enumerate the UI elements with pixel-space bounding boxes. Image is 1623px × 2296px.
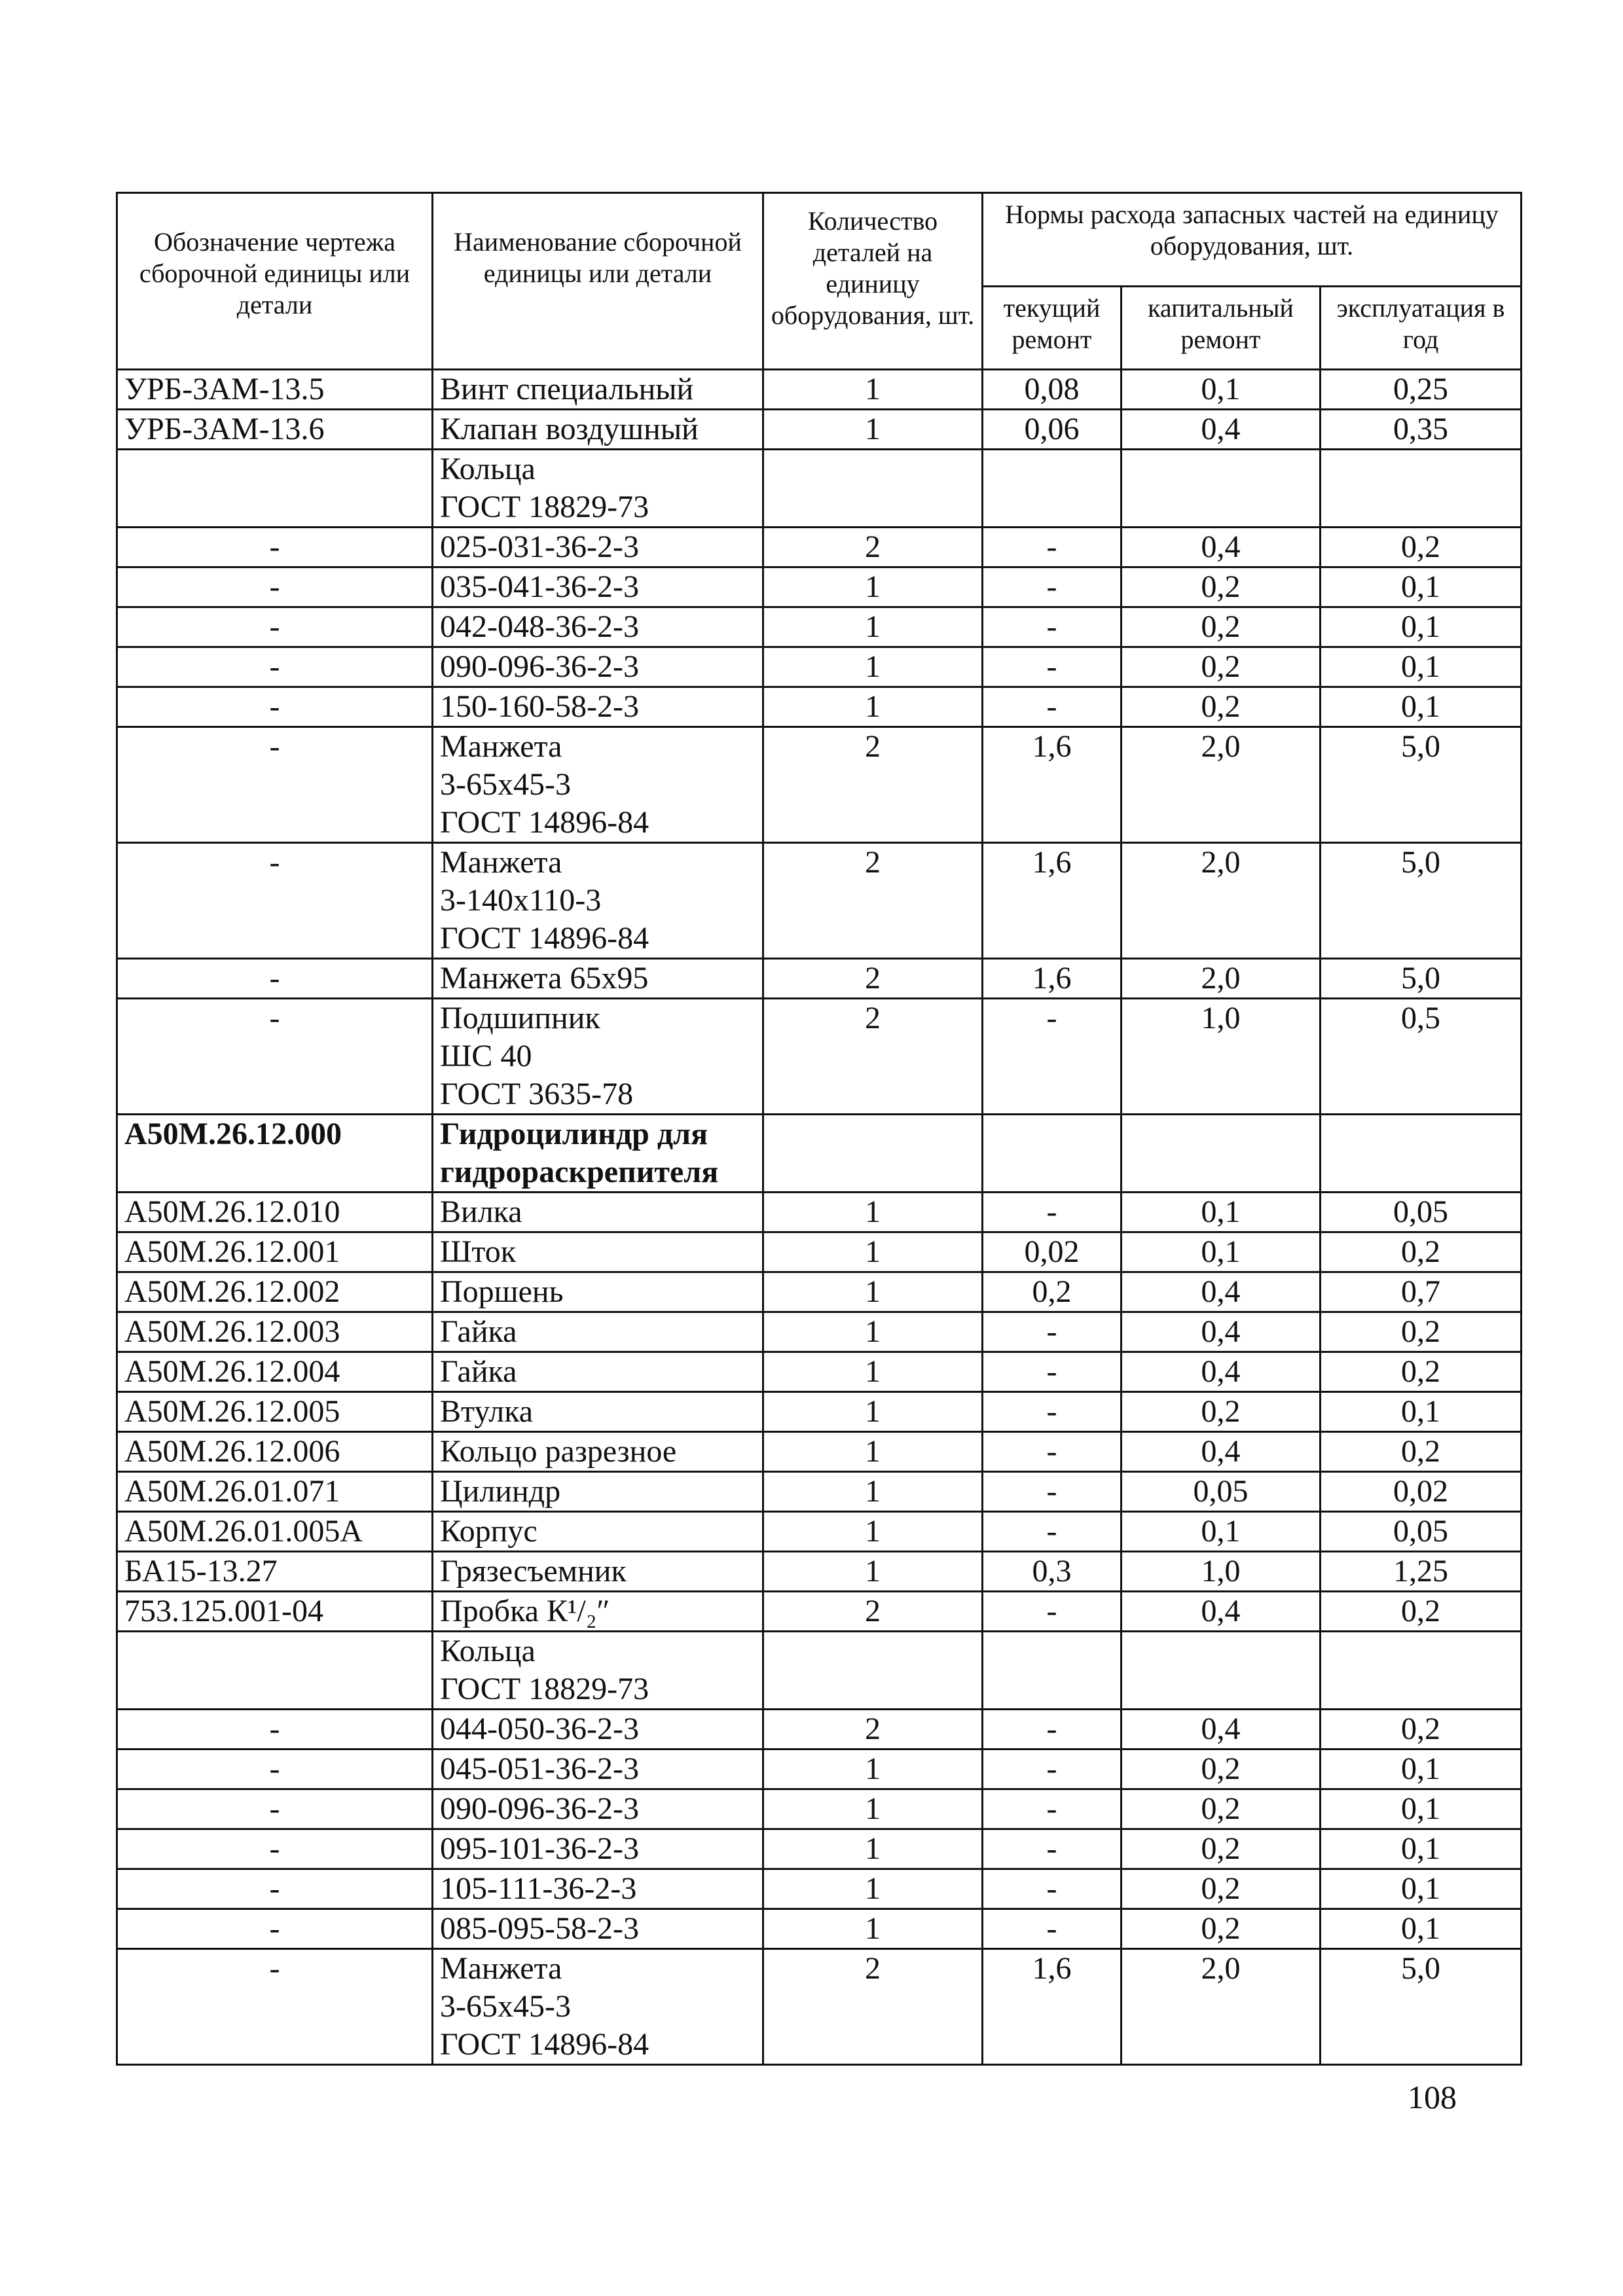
cell-capital-repair: 2,0 xyxy=(1122,1949,1321,2065)
table-row xyxy=(117,1472,1522,1512)
cell-name: Грязесъемник xyxy=(433,1552,763,1592)
cell-operation: 0,1 xyxy=(1321,1749,1522,1789)
cell-code: УРБ-3АМ-13.6 xyxy=(117,410,433,450)
cell-capital-repair: 0,2 xyxy=(1122,1749,1321,1789)
cell-code: - xyxy=(117,1949,433,2065)
header-operation: эксплуатация в год xyxy=(1321,287,1522,370)
cell-capital-repair: 1,0 xyxy=(1122,1552,1321,1592)
cell-qty xyxy=(763,450,983,528)
table-row xyxy=(117,607,1522,647)
cell-qty: 2 xyxy=(763,843,983,959)
header-name: Наименование сборочной единицы или детали xyxy=(433,193,763,370)
header-norms: Нормы расхода запасных частей на единицу оборудования, шт. xyxy=(983,193,1522,287)
table-row xyxy=(117,1749,1522,1789)
cell-capital-repair: 0,2 xyxy=(1122,567,1321,607)
cell-name: Цилиндр xyxy=(433,1472,763,1512)
cell-operation: 5,0 xyxy=(1321,843,1522,959)
cell-current-repair: 1,6 xyxy=(983,1949,1122,2065)
cell-current-repair: - xyxy=(983,1909,1122,1949)
cell-qty: 1 xyxy=(763,1352,983,1392)
cell-name: 042-048-36-2-3 xyxy=(433,607,763,647)
cell-current-repair: - xyxy=(983,1869,1122,1909)
cell-current-repair: 1,6 xyxy=(983,843,1122,959)
cell-operation: 0,1 xyxy=(1321,1869,1522,1909)
cell-capital-repair: 0,2 xyxy=(1122,1789,1321,1829)
cell-qty: 1 xyxy=(763,1432,983,1472)
cell-capital-repair: 0,2 xyxy=(1122,1829,1321,1869)
header-capital: капитальный ремонт xyxy=(1122,287,1321,370)
table-row xyxy=(117,687,1522,727)
table-row xyxy=(117,1512,1522,1552)
cell-capital-repair: 1,0 xyxy=(1122,999,1321,1115)
cell-code xyxy=(117,1632,433,1710)
cell-current-repair: - xyxy=(983,1789,1122,1829)
cell-capital-repair: 0,2 xyxy=(1122,607,1321,647)
table-row xyxy=(117,1115,1522,1193)
cell-qty: 1 xyxy=(763,1312,983,1352)
cell-name: Вилка xyxy=(433,1193,763,1232)
cell-name: Гайка xyxy=(433,1352,763,1392)
cell-current-repair: - xyxy=(983,567,1122,607)
cell-qty: 1 xyxy=(763,1789,983,1829)
cell-current-repair: 0,02 xyxy=(983,1232,1122,1272)
cell-code: А50М.26.12.001 xyxy=(117,1232,433,1272)
table-row xyxy=(117,370,1522,410)
cell-operation: 0,1 xyxy=(1321,567,1522,607)
table-header xyxy=(117,193,1522,370)
cell-current-repair: - xyxy=(983,999,1122,1115)
cell-name: Кольца ГОСТ 18829-73 xyxy=(433,1632,763,1710)
table-row xyxy=(117,1312,1522,1352)
cell-capital-repair: 0,4 xyxy=(1122,1592,1321,1632)
table-row xyxy=(117,959,1522,999)
table-row xyxy=(117,1829,1522,1869)
cell-capital-repair xyxy=(1122,1115,1321,1193)
table-body xyxy=(117,370,1522,2065)
cell-current-repair: - xyxy=(983,1512,1122,1552)
table-row xyxy=(117,567,1522,607)
cell-name: Гидроцилиндр для гидрораскрепителя xyxy=(433,1115,763,1193)
cell-operation: 0,2 xyxy=(1321,1352,1522,1392)
cell-operation: 0,2 xyxy=(1321,1312,1522,1352)
cell-qty: 2 xyxy=(763,1949,983,2065)
cell-qty: 1 xyxy=(763,567,983,607)
cell-operation: 0,1 xyxy=(1321,607,1522,647)
cell-code: БА15-13.27 xyxy=(117,1552,433,1592)
cell-current-repair: - xyxy=(983,528,1122,567)
cell-operation: 0,05 xyxy=(1321,1512,1522,1552)
cell-capital-repair: 0,2 xyxy=(1122,1869,1321,1909)
cell-code: - xyxy=(117,843,433,959)
cell-current-repair: - xyxy=(983,1749,1122,1789)
cell-current-repair: 0,06 xyxy=(983,410,1122,450)
cell-code: А50М.26.12.006 xyxy=(117,1432,433,1472)
cell-name: 044-050-36-2-3 xyxy=(433,1710,763,1749)
cell-operation: 0,1 xyxy=(1321,687,1522,727)
cell-operation: 0,25 xyxy=(1321,370,1522,410)
cell-name: Поршень xyxy=(433,1272,763,1312)
page-number: 108 xyxy=(1408,2079,1457,2115)
cell-operation: 0,7 xyxy=(1321,1272,1522,1312)
table-row xyxy=(117,1432,1522,1472)
cell-code: - xyxy=(117,687,433,727)
cell-code: - xyxy=(117,567,433,607)
table-row xyxy=(117,1949,1522,2065)
cell-capital-repair: 0,4 xyxy=(1122,528,1321,567)
table-row xyxy=(117,727,1522,843)
cell-name: Шток xyxy=(433,1232,763,1272)
cell-code: 753.125.001-04 xyxy=(117,1592,433,1632)
cell-current-repair: - xyxy=(983,647,1122,687)
cell-capital-repair: 0,1 xyxy=(1122,1512,1321,1552)
cell-code xyxy=(117,450,433,528)
cell-operation: 0,1 xyxy=(1321,1829,1522,1869)
table-row xyxy=(117,528,1522,567)
cell-capital-repair: 2,0 xyxy=(1122,727,1321,843)
cell-operation: 0,1 xyxy=(1321,1909,1522,1949)
table-row xyxy=(117,1272,1522,1312)
cell-capital-repair: 0,2 xyxy=(1122,687,1321,727)
cell-operation xyxy=(1321,1115,1522,1193)
cell-name: 090-096-36-2-3 xyxy=(433,1789,763,1829)
cell-capital-repair: 0,4 xyxy=(1122,1272,1321,1312)
cell-code: - xyxy=(117,727,433,843)
cell-name: Клапан воздушный xyxy=(433,410,763,450)
cell-name: Гайка xyxy=(433,1312,763,1352)
cell-current-repair: - xyxy=(983,1432,1122,1472)
cell-name: Винт специальный xyxy=(433,370,763,410)
cell-capital-repair: 0,4 xyxy=(1122,1710,1321,1749)
cell-operation: 0,1 xyxy=(1321,1392,1522,1432)
cell-capital-repair: 0,4 xyxy=(1122,1312,1321,1352)
header-current: текущий ремонт xyxy=(983,287,1122,370)
cell-current-repair xyxy=(983,1115,1122,1193)
cell-operation: 5,0 xyxy=(1321,959,1522,999)
cell-name: Пробка К¹/₂″ xyxy=(433,1592,763,1632)
cell-current-repair xyxy=(983,1632,1122,1710)
header-row-1 xyxy=(117,193,1522,287)
cell-capital-repair: 0,1 xyxy=(1122,1232,1321,1272)
cell-operation xyxy=(1321,1632,1522,1710)
cell-capital-repair: 0,2 xyxy=(1122,647,1321,687)
cell-qty: 1 xyxy=(763,1869,983,1909)
cell-operation xyxy=(1321,450,1522,528)
cell-code: - xyxy=(117,999,433,1115)
cell-qty: 1 xyxy=(763,1909,983,1949)
cell-code: УРБ-3АМ-13.5 xyxy=(117,370,433,410)
spare-parts-table xyxy=(116,192,1522,2066)
cell-qty: 2 xyxy=(763,999,983,1115)
cell-capital-repair: 0,1 xyxy=(1122,370,1321,410)
cell-qty: 2 xyxy=(763,727,983,843)
cell-current-repair: 0,3 xyxy=(983,1552,1122,1592)
cell-name: Втулка xyxy=(433,1392,763,1432)
cell-name: 085-095-58-2-3 xyxy=(433,1909,763,1949)
cell-operation: 0,2 xyxy=(1321,1710,1522,1749)
cell-code: А50М.26.12.005 xyxy=(117,1392,433,1432)
cell-current-repair: - xyxy=(983,1352,1122,1392)
cell-code: А50М.26.01.005А xyxy=(117,1512,433,1552)
table-row xyxy=(117,1909,1522,1949)
cell-qty: 1 xyxy=(763,1392,983,1432)
header-qty: Количество деталей на единицу оборудования, шт. xyxy=(763,193,983,370)
cell-qty: 1 xyxy=(763,1232,983,1272)
cell-current-repair: - xyxy=(983,1592,1122,1632)
cell-code: А50М.26.12.010 xyxy=(117,1193,433,1232)
cell-current-repair: - xyxy=(983,1472,1122,1512)
cell-code: А50М.26.12.004 xyxy=(117,1352,433,1392)
cell-capital-repair: 2,0 xyxy=(1122,959,1321,999)
cell-qty xyxy=(763,1115,983,1193)
cell-operation: 0,02 xyxy=(1321,1472,1522,1512)
cell-qty: 1 xyxy=(763,1272,983,1312)
cell-qty: 1 xyxy=(763,687,983,727)
cell-code: А50М.26.12.000 xyxy=(117,1115,433,1193)
cell-current-repair: - xyxy=(983,1392,1122,1432)
table-row xyxy=(117,1789,1522,1829)
cell-current-repair: - xyxy=(983,1829,1122,1869)
table-row xyxy=(117,1592,1522,1632)
cell-code: - xyxy=(117,1749,433,1789)
cell-code: - xyxy=(117,1909,433,1949)
cell-qty: 1 xyxy=(763,1552,983,1592)
cell-name: 045-051-36-2-3 xyxy=(433,1749,763,1789)
cell-code: - xyxy=(117,607,433,647)
cell-qty: 1 xyxy=(763,607,983,647)
table-row xyxy=(117,1193,1522,1232)
cell-qty: 2 xyxy=(763,959,983,999)
cell-name: Манжета 3-140х110-3 ГОСТ 14896-84 xyxy=(433,843,763,959)
cell-operation: 0,1 xyxy=(1321,1789,1522,1829)
cell-current-repair: - xyxy=(983,1710,1122,1749)
cell-name: 035-041-36-2-3 xyxy=(433,567,763,607)
cell-current-repair: 0,2 xyxy=(983,1272,1122,1312)
table-row xyxy=(117,1552,1522,1592)
cell-code: А50М.26.12.002 xyxy=(117,1272,433,1312)
cell-operation: 0,05 xyxy=(1321,1193,1522,1232)
cell-capital-repair: 0,4 xyxy=(1122,410,1321,450)
cell-capital-repair: 0,05 xyxy=(1122,1472,1321,1512)
cell-code: - xyxy=(117,1789,433,1829)
cell-qty xyxy=(763,1632,983,1710)
table-row xyxy=(117,1232,1522,1272)
spare-parts-table-container xyxy=(116,192,1520,2066)
cell-capital-repair xyxy=(1122,450,1321,528)
cell-code: - xyxy=(117,1869,433,1909)
cell-code: А50М.26.01.071 xyxy=(117,1472,433,1512)
cell-operation: 0,2 xyxy=(1321,528,1522,567)
cell-code: - xyxy=(117,1829,433,1869)
cell-operation: 1,25 xyxy=(1321,1552,1522,1592)
cell-name: Манжета 65х95 xyxy=(433,959,763,999)
cell-name: 090-096-36-2-3 xyxy=(433,647,763,687)
cell-name: Подшипник ШС 40 ГОСТ 3635-78 xyxy=(433,999,763,1115)
table-row xyxy=(117,999,1522,1115)
cell-current-repair: 1,6 xyxy=(983,727,1122,843)
cell-capital-repair: 0,4 xyxy=(1122,1352,1321,1392)
cell-current-repair: 1,6 xyxy=(983,959,1122,999)
cell-qty: 1 xyxy=(763,647,983,687)
cell-current-repair: - xyxy=(983,1193,1122,1232)
table-row xyxy=(117,1352,1522,1392)
header-code: Обозначение чертежа сборочной единицы или детали xyxy=(117,193,433,370)
cell-code: - xyxy=(117,959,433,999)
cell-name: 025-031-36-2-3 xyxy=(433,528,763,567)
cell-operation: 0,2 xyxy=(1321,1232,1522,1272)
cell-code: - xyxy=(117,1710,433,1749)
cell-current-repair: - xyxy=(983,607,1122,647)
cell-name: 095-101-36-2-3 xyxy=(433,1829,763,1869)
cell-qty: 1 xyxy=(763,410,983,450)
cell-current-repair: 0,08 xyxy=(983,370,1122,410)
cell-name: Манжета 3-65х45-3 ГОСТ 14896-84 xyxy=(433,727,763,843)
cell-capital-repair: 0,4 xyxy=(1122,1432,1321,1472)
cell-qty: 2 xyxy=(763,1592,983,1632)
cell-code: - xyxy=(117,647,433,687)
table-row xyxy=(117,1869,1522,1909)
table-row xyxy=(117,1710,1522,1749)
cell-qty: 1 xyxy=(763,1829,983,1869)
cell-qty: 1 xyxy=(763,1472,983,1512)
cell-qty: 1 xyxy=(763,1512,983,1552)
cell-operation: 5,0 xyxy=(1321,1949,1522,2065)
table-row xyxy=(117,1392,1522,1432)
cell-name: Корпус xyxy=(433,1512,763,1552)
cell-capital-repair: 2,0 xyxy=(1122,843,1321,959)
cell-qty: 2 xyxy=(763,528,983,567)
table-row xyxy=(117,843,1522,959)
cell-current-repair xyxy=(983,450,1122,528)
cell-capital-repair: 0,1 xyxy=(1122,1193,1321,1232)
cell-operation: 0,35 xyxy=(1321,410,1522,450)
cell-name: Манжета 3-65х45-3 ГОСТ 14896-84 xyxy=(433,1949,763,2065)
cell-name: 150-160-58-2-3 xyxy=(433,687,763,727)
cell-qty: 1 xyxy=(763,370,983,410)
cell-capital-repair xyxy=(1122,1632,1321,1710)
cell-qty: 2 xyxy=(763,1710,983,1749)
cell-name: Кольца ГОСТ 18829-73 xyxy=(433,450,763,528)
cell-name: 105-111-36-2-3 xyxy=(433,1869,763,1909)
cell-qty: 1 xyxy=(763,1193,983,1232)
cell-current-repair: - xyxy=(983,687,1122,727)
cell-name: Кольцо разрезное xyxy=(433,1432,763,1472)
cell-current-repair: - xyxy=(983,1312,1122,1352)
table-row xyxy=(117,450,1522,528)
table-row xyxy=(117,1632,1522,1710)
table-row xyxy=(117,647,1522,687)
cell-operation: 0,2 xyxy=(1321,1592,1522,1632)
cell-operation: 0,5 xyxy=(1321,999,1522,1115)
cell-operation: 0,2 xyxy=(1321,1432,1522,1472)
cell-code: А50М.26.12.003 xyxy=(117,1312,433,1352)
cell-capital-repair: 0,2 xyxy=(1122,1392,1321,1432)
cell-operation: 5,0 xyxy=(1321,727,1522,843)
table-row xyxy=(117,410,1522,450)
cell-qty: 1 xyxy=(763,1749,983,1789)
cell-operation: 0,1 xyxy=(1321,647,1522,687)
cell-capital-repair: 0,2 xyxy=(1122,1909,1321,1949)
cell-code: - xyxy=(117,528,433,567)
